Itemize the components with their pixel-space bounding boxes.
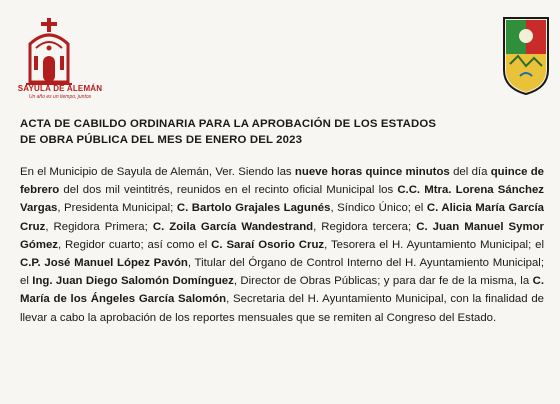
body-bold-segment: C. Bartolo Grajales Lagunés	[176, 202, 331, 215]
body-text-segment: del día	[449, 166, 491, 178]
body-text-segment: del dos mil veintitrés, reunidos en el recinto oficial Municipal los	[59, 184, 398, 197]
body-bold-segment: quince de febrero	[20, 166, 545, 197]
body-bold-segment: C. Alicia María García Cruz	[20, 202, 544, 233]
body-bold-segment: C.C. Mtra. Lorena Sánchez Vargas	[20, 184, 544, 215]
document-title	[20, 116, 540, 148]
body-bold-segment: C. Juan Manuel Symor Gómez	[20, 220, 544, 251]
body-text-segment: , Regidora Primera;	[45, 220, 153, 233]
document-title-line-1: ACTA DE CABILDO ORDINARIA PARA LA APROBACIÓN DE LOS ESTADOS	[20, 118, 437, 130]
body-bold-segment: nueve horas quince minutos	[294, 166, 450, 178]
body-bold-segment: C. María de los Ángeles García Salomón	[20, 275, 544, 306]
document-body-paragraph	[20, 163, 544, 327]
body-text-segment: , Síndico Único; el	[330, 202, 427, 215]
body-text-segment: , Tesorera el H. Ayuntamiento Municipal; el	[324, 238, 544, 251]
document-title-line-2: DE OBRA PÚBLICA DEL MES DE ENERO DEL 2023	[20, 134, 303, 146]
brand-name: SAYULA DE ALEMÁN	[17, 84, 103, 93]
body-text-segment: , Secretaria del H. Ayuntamiento Municipal, con la finalidad de llevar a cabo la aprobación de los reportes mensuales que se remiten al Congreso del Estado.	[20, 293, 544, 324]
body-text-segment: , Regidor cuarto; así como el	[57, 238, 212, 251]
body-bold-segment: C.P. José Manuel López Pavón	[20, 257, 188, 270]
body-text-segment: , Director de Obras Públicas; y para dar fe de la misma, la	[233, 275, 533, 288]
body-bold-segment: C. Zoila García Wandestrand	[152, 220, 314, 233]
body-text-segment: , Presidenta Municipal;	[57, 202, 177, 215]
body-text-segment: En el Municipio de Sayula de Alemán, Ver. Siendo las	[20, 166, 295, 178]
body-bold-segment: C. Saraí Osorio Cruz	[211, 238, 325, 251]
brand-slogan: Un año es un tiempo, juntos	[28, 94, 92, 100]
body-text-segment: , Titular del Órgano de Control Interno del H. Ayuntamiento Municipal; el	[20, 257, 544, 288]
body-bold-segment: Ing. Juan Diego Salomón Domínguez	[32, 275, 234, 288]
body-text-segment: , Regidora tercera;	[313, 220, 417, 233]
municipal-coat-of-arms-icon	[496, 14, 556, 98]
